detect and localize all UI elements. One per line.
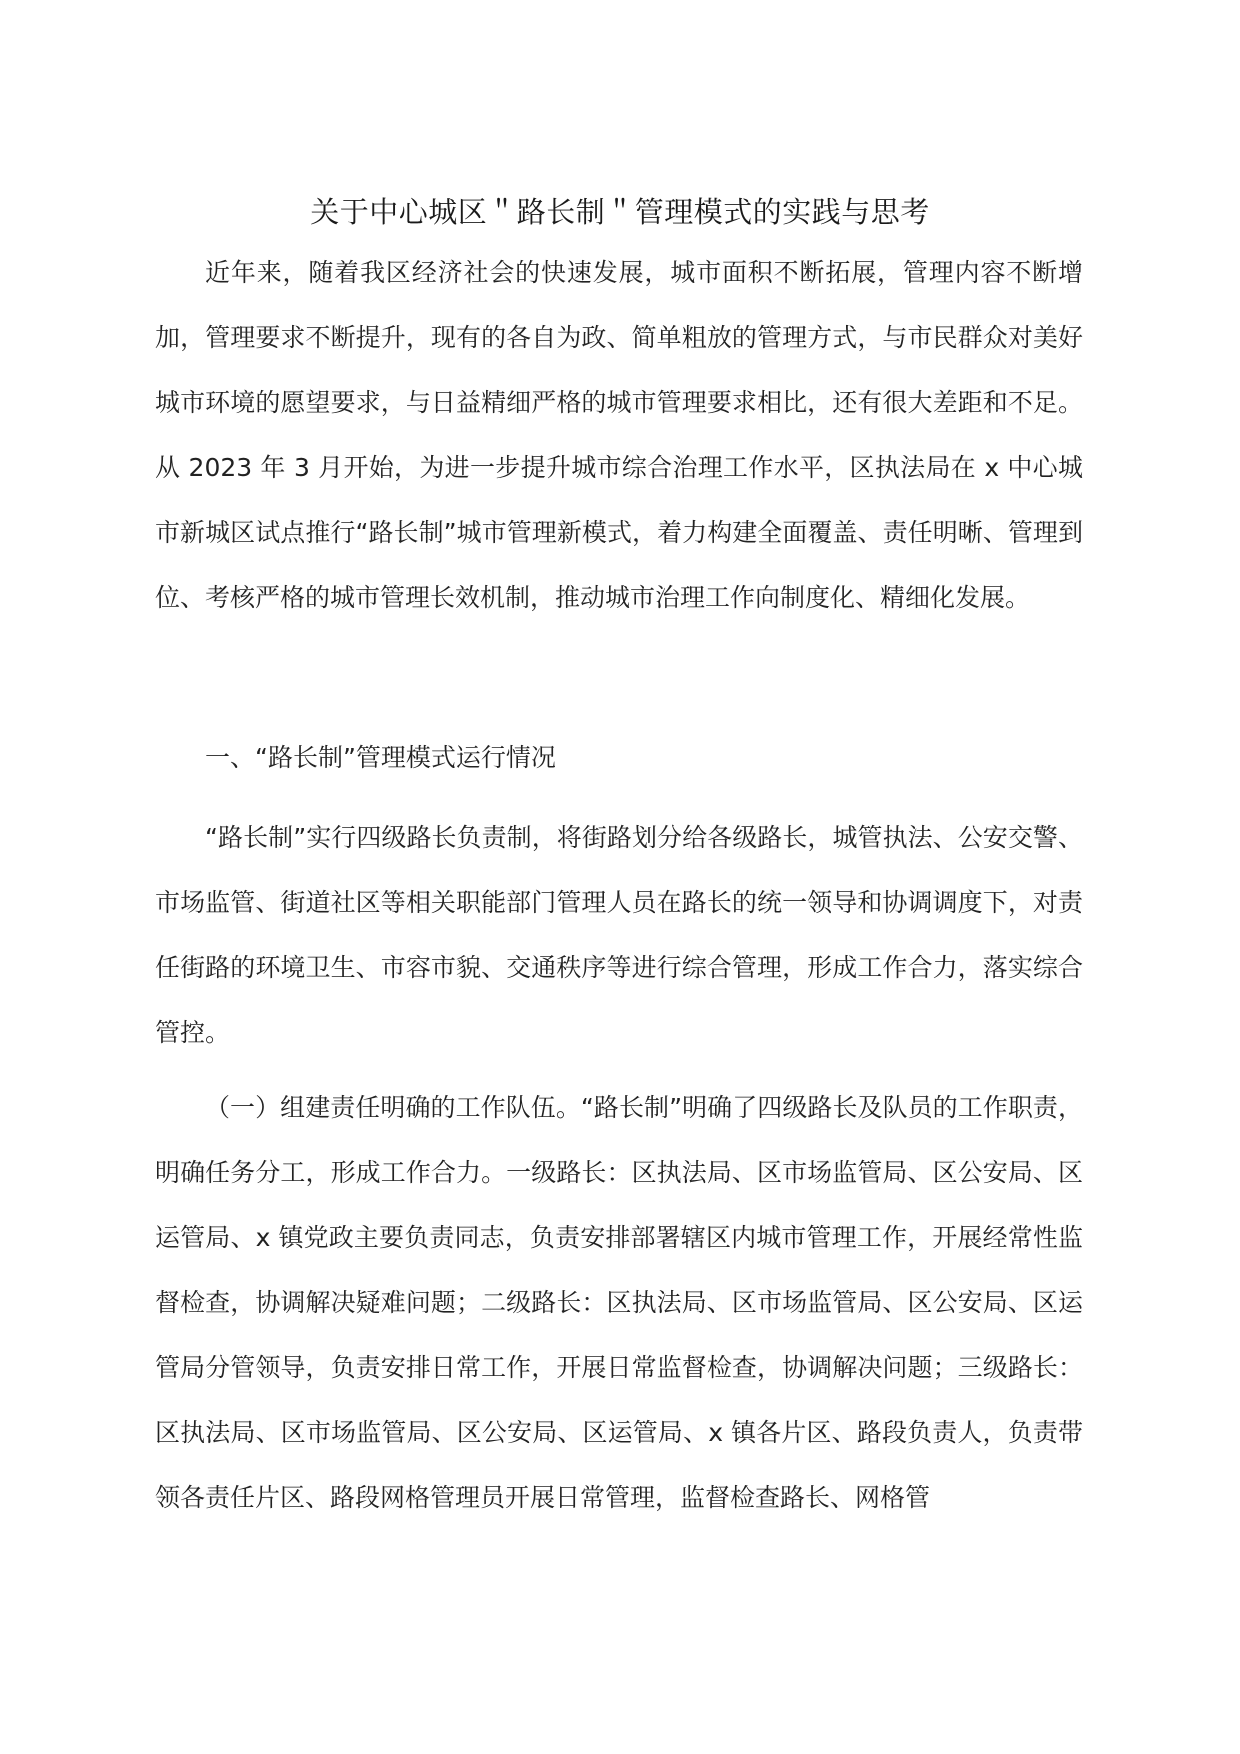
- paragraph-intro: 近年来，随着我区经济社会的快速发展，城市面积不断拓展，管理内容不断增加，管理要求不断提升，现有的各自为政、简单粗放的管理方式，与市民群众对美好城市环境的愿望要求，与日益精细严格的城市管理要求相比，还有很大差距和不足。从 2023 年 3 月开始，为进一步提升城市综合治理工作水平，区执法局在 x 中心城市新城区试点推行“路长制”城市管理新模式，着力构建全面覆盖、责任明晰、管理到位、考核严格的城市管理长效机制，推动城市治理工作向制度化、精细化发展。: [155, 258, 1083, 612]
- paragraph-team-building: （一）组建责任明确的工作队伍。“路长制”明确了四级路长及队员的工作职责，明确任务分工，形成工作合力。一级路长：区执法局、区市场监管局、区公安局、区运管局、x 镇党政主要负责同志，负责安排部署辖区内城市管理工作，开展经常性监督检查，协调解决疑难问题；二级路长：区执法局、区市场监管局、区公安局、区运管局分管领导，负责安排日常工作，开展日常监督检查，协调解决问题；三级路长：区执法局、区市场监管局、区公安局、区运管局、x 镇各片区、路段负责人，负责带领各责任片区、路段网格管理员开展日常管理，监督检查路长、网格管: [155, 1093, 1083, 1512]
- document-title: 关于中心城区＂路长制＂管理模式的实践与思考: [310, 195, 930, 229]
- section-heading-1: 一、“路长制”管理模式运行情况: [205, 743, 556, 772]
- paragraph-road-chief-system: “路长制”实行四级路长负责制，将街路划分给各级路长，城管执法、公安交警、市场监管、街道社区等相关职能部门管理人员在路长的统一领导和协调调度下，对责任街路的环境卫生、市容市貌、交通秩序等进行综合管理，形成工作合力，落实综合管控。: [155, 823, 1083, 1047]
